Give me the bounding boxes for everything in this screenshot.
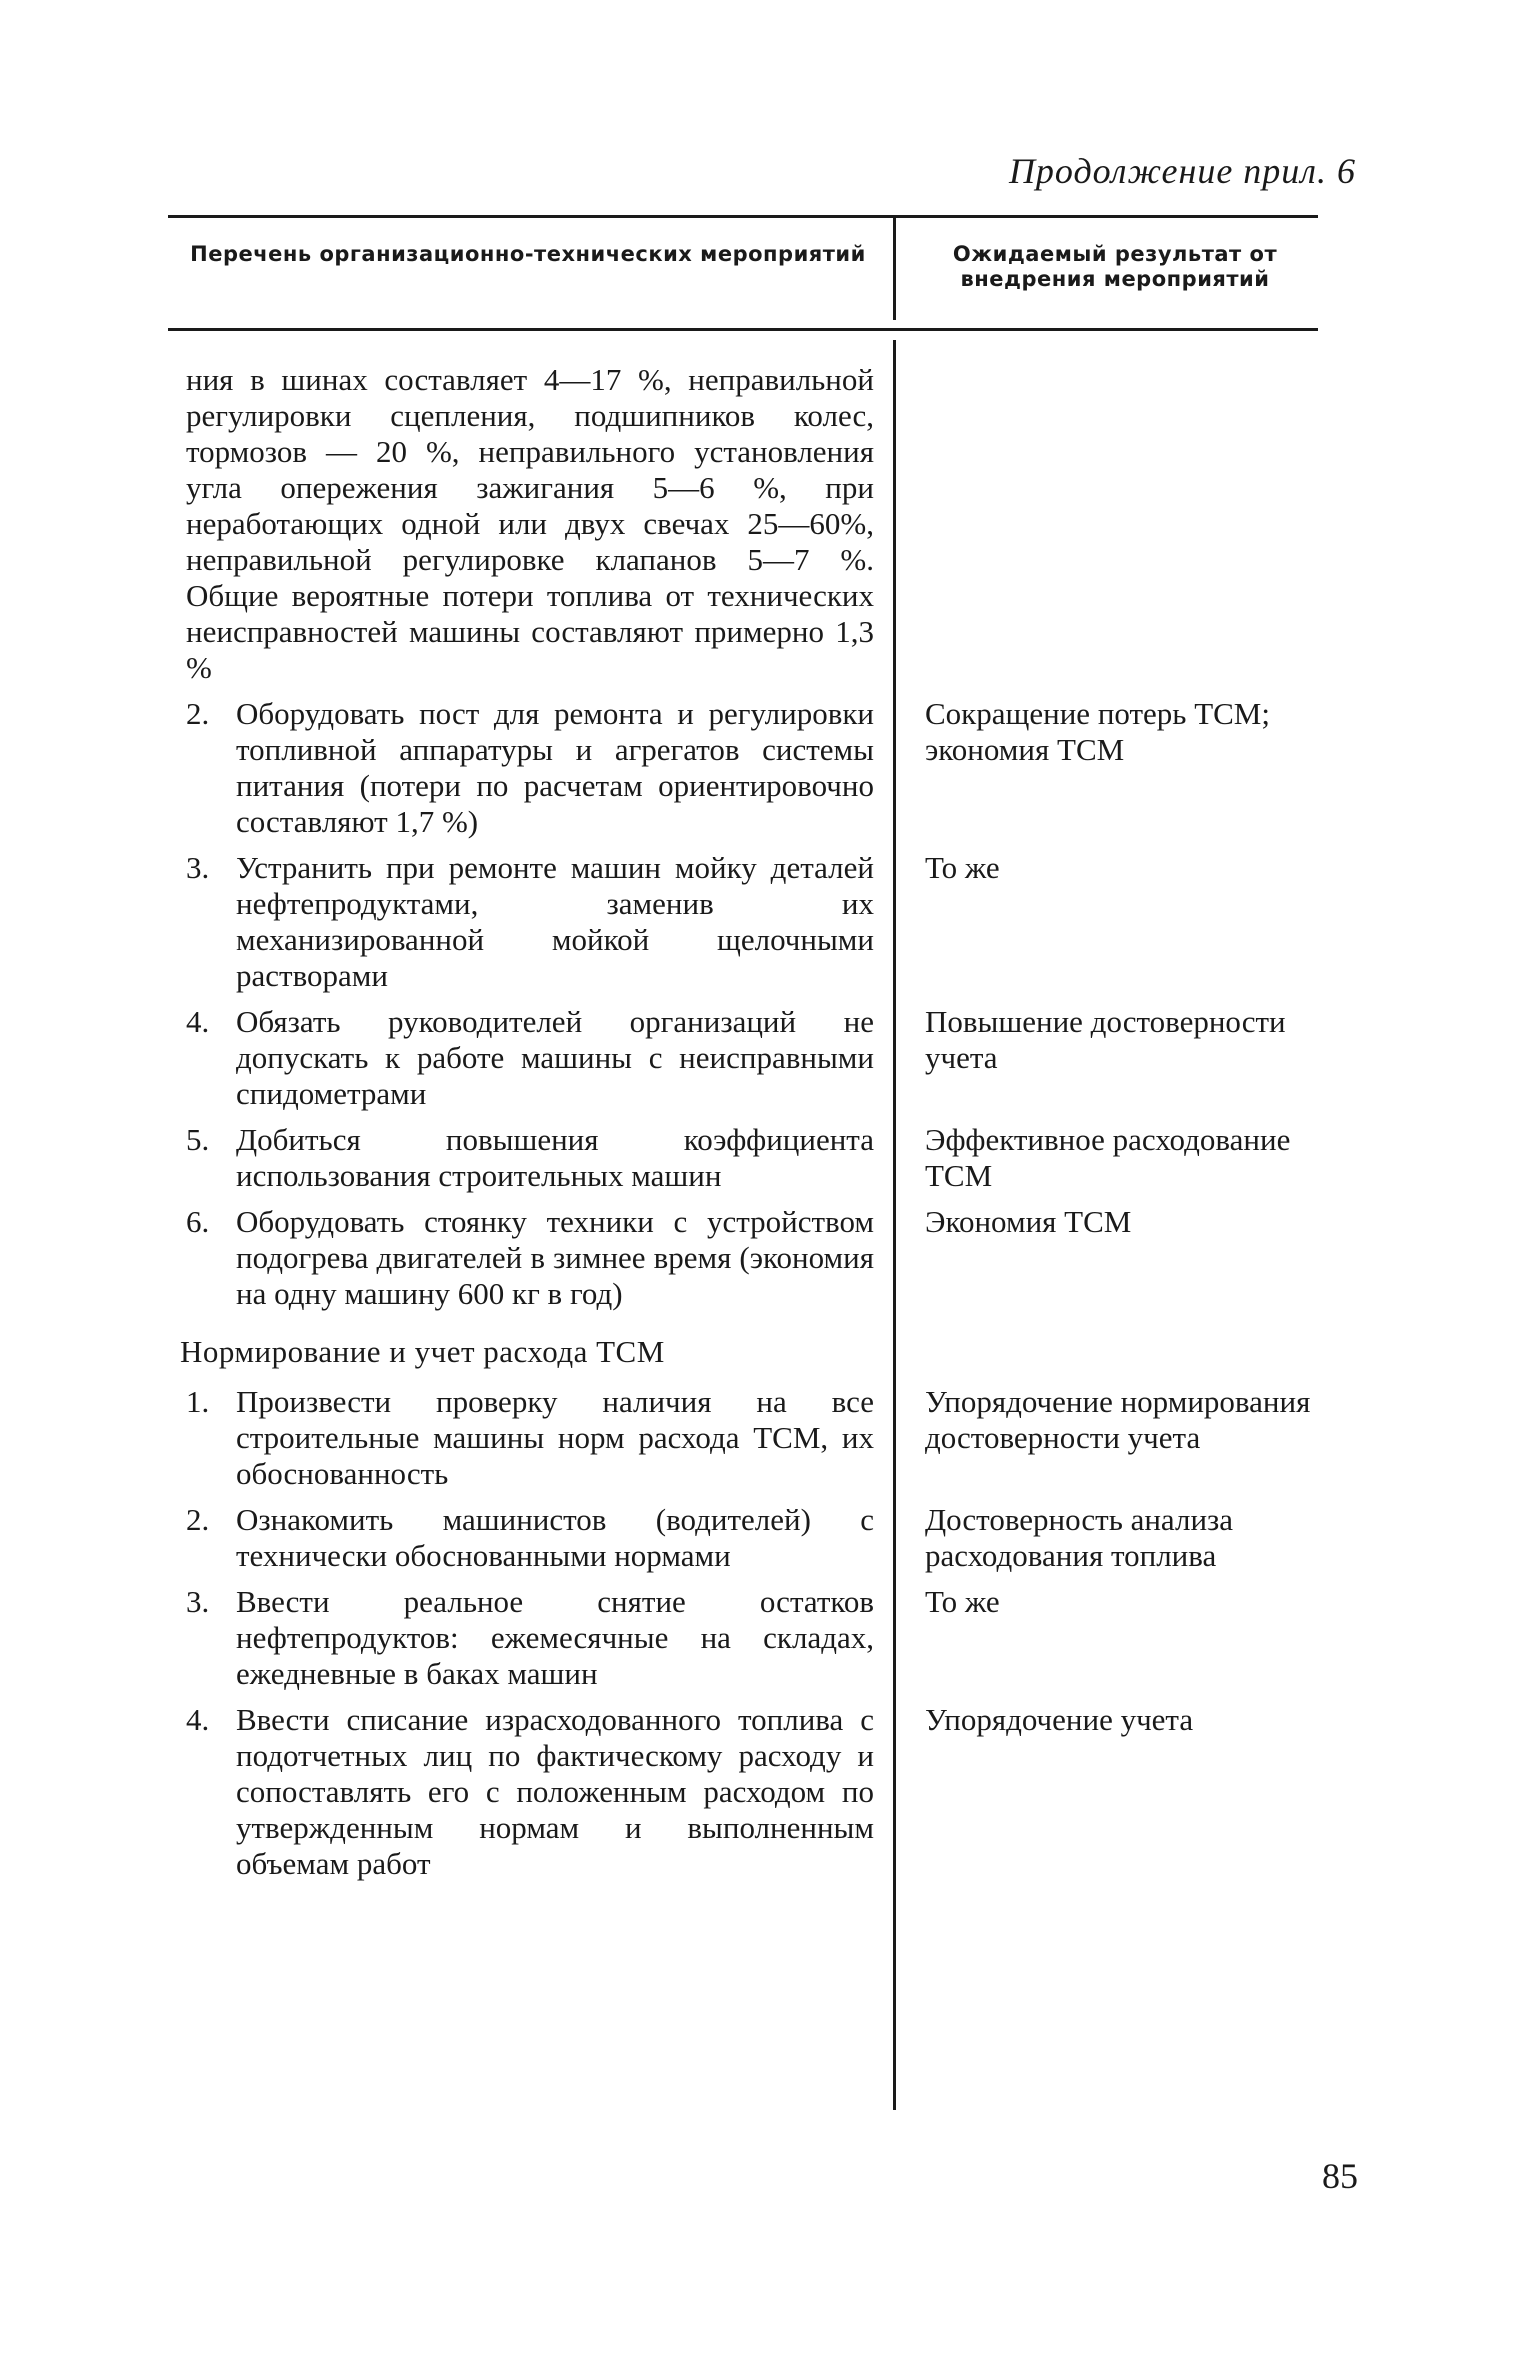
table-header-rule bbox=[168, 328, 1318, 331]
item-text: Оборудовать пост для ремонта и регулировки топливной аппаратуры и агрегатов системы питания (потери по расчетам ориентировочно составляют 1,7 %) bbox=[236, 696, 874, 839]
item-text: Ознакомить машинистов (водителей) с технически обоснованными нормами bbox=[236, 1502, 874, 1573]
column-header-result: Ожидаемый результат от внедрения мероприятий bbox=[952, 242, 1278, 291]
result-b2: Достоверность анализа расходования топлива bbox=[925, 1502, 1234, 1573]
item-number: 4. bbox=[186, 1004, 210, 1039]
item-number: 1. bbox=[186, 1384, 210, 1419]
continuation-header: Продолжение прил. 6 bbox=[1008, 151, 1356, 191]
measure-item-b2 bbox=[186, 1502, 874, 1574]
table-top-rule bbox=[168, 215, 1318, 218]
result-a6: Экономия ТСМ bbox=[925, 1204, 1132, 1239]
item-number: 5. bbox=[186, 1122, 210, 1157]
measure-item-a3 bbox=[186, 850, 874, 994]
result-a4: Повышение достоверности учета bbox=[925, 1004, 1286, 1075]
measure-item-b4 bbox=[186, 1702, 874, 1882]
item-text: Произвести проверку наличия на все строительные машины норм расхода ТСМ, их обоснованность bbox=[236, 1384, 874, 1491]
item-text: Устранить при ремонте машин мойку деталей нефтепродуктами, заменив их механизированной мойкой щелочными растворами bbox=[236, 850, 874, 993]
page-number: 85 bbox=[1322, 2156, 1358, 2196]
item-number: 2. bbox=[186, 696, 210, 731]
measure-item-b3 bbox=[186, 1584, 874, 1692]
result-a2: Сокращение потерь ТСМ; экономия ТСМ bbox=[925, 696, 1270, 767]
item-number: 3. bbox=[186, 1584, 210, 1619]
item-text: Обязать руководителей организаций не допускать к работе машины с неисправными спидометрами bbox=[236, 1004, 874, 1111]
item-text: Добиться повышения коэффициента использования строительных машин bbox=[236, 1122, 874, 1193]
column-header-measures: Перечень организационно-технических мероприятий bbox=[190, 242, 866, 266]
measure-item-a6 bbox=[186, 1204, 874, 1312]
measure-item-a5 bbox=[186, 1122, 874, 1194]
item-text: Оборудовать стоянку техники с устройством подогрева двигателей в зимнее время (экономия на одну машину 600 кг в год) bbox=[236, 1204, 874, 1311]
measure-item-a2 bbox=[186, 696, 874, 840]
body-column-divider bbox=[893, 340, 896, 2110]
item-number: 3. bbox=[186, 850, 210, 885]
result-b1: Упорядочение нормирования достоверности учета bbox=[925, 1384, 1311, 1455]
measures-column bbox=[180, 362, 874, 1882]
item-number: 4. bbox=[186, 1702, 210, 1737]
measure-item-b1 bbox=[186, 1384, 874, 1492]
result-a3: То же bbox=[925, 850, 1000, 885]
result-a5: Эффективное расходование ТСМ bbox=[925, 1122, 1291, 1193]
item-number: 6. bbox=[186, 1204, 210, 1239]
measure-item-a4 bbox=[186, 1004, 874, 1112]
section-title: Нормирование и учет расхода ТСМ bbox=[180, 1334, 665, 1369]
intro-paragraph: ния в шинах составляет 4—17 %, неправильной регулировки сцепления, подшипников колес, тормозов — 20 %, неправильного установления угла опережения зажигания 5—6 %, при неработающих одной или двух свечах 25—60%, неправильной регулировке клапанов 5—7 %. Общие вероятные потери топлива от технических неисправностей машины составляют примерно 1,3 % bbox=[186, 362, 874, 685]
item-text: Ввести реальное снятие остатков нефтепродуктов: ежемесячные на складах, ежедневные в баках машин bbox=[236, 1584, 874, 1691]
result-b3: То же bbox=[925, 1584, 1000, 1619]
result-b4: Упорядочение учета bbox=[925, 1702, 1194, 1737]
item-number: 2. bbox=[186, 1502, 210, 1537]
item-text: Ввести списание израсходованного топлива с подотчетных лиц по фактическому расходу и сопоставлять его с положенным расходом по утвержденным нормам и выполненным объемам работ bbox=[236, 1702, 874, 1881]
header-column-divider bbox=[893, 218, 896, 320]
